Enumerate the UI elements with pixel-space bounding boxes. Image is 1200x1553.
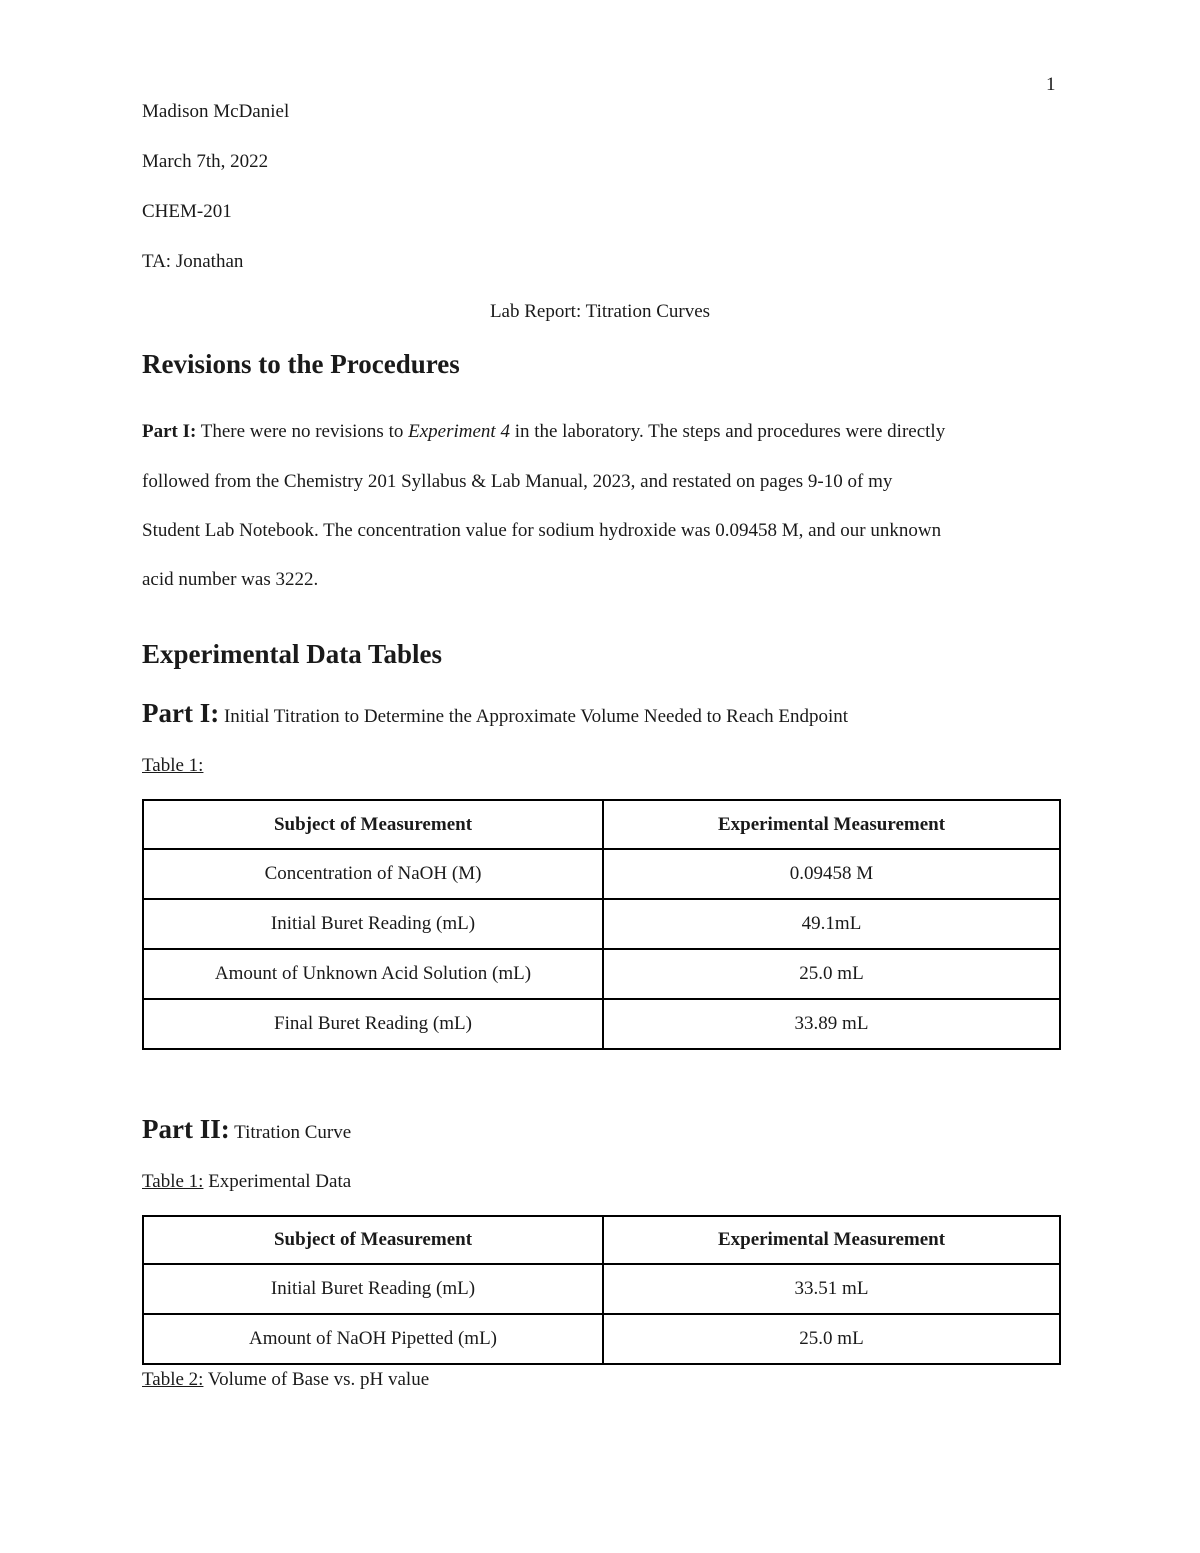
part2-table-caption-text: Experimental Data [203, 1171, 352, 1192]
table-row [143, 1264, 1060, 1314]
table-header-row [143, 1216, 1060, 1264]
table-row [143, 849, 1060, 899]
table-row [143, 949, 1060, 999]
table-row [143, 999, 1060, 1049]
part2-table [142, 1215, 1061, 1365]
course-code: CHEM-201 [142, 201, 232, 222]
author-name: Madison McDaniel [142, 101, 290, 122]
table-cell: Final Buret Reading (mL) [143, 999, 603, 1049]
table2-caption-label: Table 2: [142, 1369, 204, 1390]
part2-table-caption [142, 1172, 351, 1191]
report-date: March 7th, 2022 [142, 151, 269, 172]
revisions-line-3: Student Lab Notebook. The concentration value for sodium hydroxide was 0.09458 M, and our unknown [142, 520, 942, 541]
experiment-name: Experiment 4 [408, 421, 510, 442]
table-cell: 0.09458 M [603, 849, 1060, 899]
revisions-line-1 [142, 421, 945, 443]
table2-caption-text: Volume of Base vs. pH value [203, 1369, 430, 1390]
table-cell: 33.89 mL [603, 999, 1060, 1049]
revisions-heading: Revisions to the Procedures [142, 349, 460, 379]
report-title: Lab Report: Titration Curves [489, 301, 711, 322]
part2-label: Part II: [142, 1114, 230, 1144]
table-cell: 49.1mL [603, 899, 1060, 949]
table-cell: 25.0 mL [603, 949, 1060, 999]
table-cell: 25.0 mL [603, 1314, 1060, 1364]
part2-table-caption-label: Table 1: [142, 1171, 204, 1192]
table-row [143, 899, 1060, 949]
ta-name: TA: Jonathan [142, 251, 244, 272]
table-header-cell: Experimental Measurement [603, 1216, 1060, 1264]
table-cell: Amount of NaOH Pipetted (mL) [143, 1314, 603, 1364]
part1-table-caption [142, 756, 203, 775]
revisions-text-cont: in the laboratory. The steps and procedures were directly [509, 421, 946, 442]
part1-subtitle: Initial Titration to Determine the Approximate Volume Needed to Reach Endpoint [219, 706, 849, 727]
part1-heading [142, 698, 848, 729]
revisions-line-2: followed from the Chemistry 201 Syllabus & Lab Manual, 2023, and restated on pages 9-10 of my [142, 471, 893, 492]
revisions-line-4: acid number was 3222. [142, 569, 319, 590]
table-header-row [143, 800, 1060, 849]
table2-caption [142, 1370, 429, 1389]
table-cell: 33.51 mL [603, 1264, 1060, 1314]
part1-table [142, 799, 1061, 1050]
part-i-label: Part I: [142, 421, 197, 442]
table-cell: Amount of Unknown Acid Solution (mL) [143, 949, 603, 999]
table-cell: Initial Buret Reading (mL) [143, 1264, 603, 1314]
part2-heading [142, 1114, 351, 1145]
revisions-text: There were no revisions to [196, 421, 409, 442]
part1-label: Part I: [142, 698, 220, 728]
data-tables-heading: Experimental Data Tables [142, 639, 443, 669]
table-cell: Initial Buret Reading (mL) [143, 899, 603, 949]
part2-subtitle: Titration Curve [229, 1122, 352, 1143]
revisions-paragraph [142, 421, 1072, 601]
table-header-cell: Subject of Measurement [143, 1216, 603, 1264]
part1-table-caption-label: Table 1: [142, 755, 204, 776]
table-row [143, 1314, 1060, 1364]
table-cell: Concentration of NaOH (M) [143, 849, 603, 899]
table-header-cell: Subject of Measurement [143, 800, 603, 849]
table-header-cell: Experimental Measurement [603, 800, 1060, 849]
page-number: 1 [1046, 74, 1056, 95]
